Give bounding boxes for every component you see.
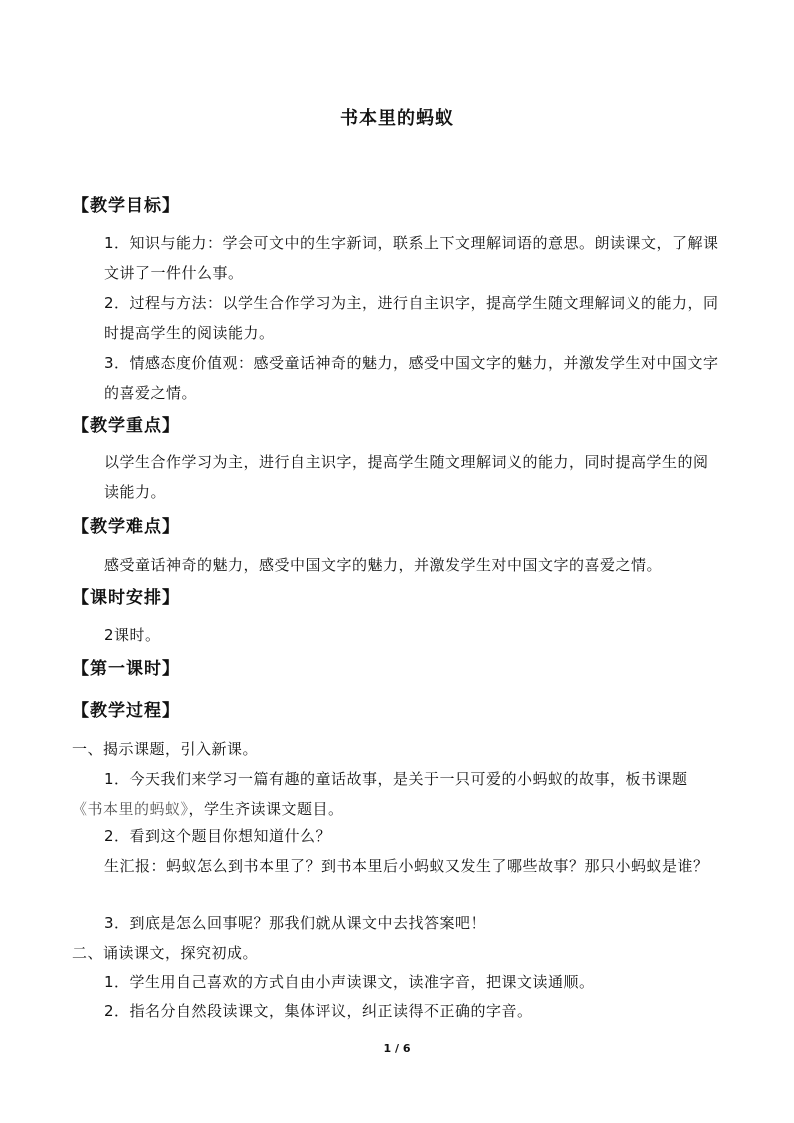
process-item-2: 2．看到这个题目你想知道什么？ [104,827,332,845]
process-student-report [72,851,722,881]
key-points-text: 以学生合作学习为主，进行自主识字，提高学生随文理解词义的能力，同时提高学生的阅读能力。 [104,453,709,501]
process-part2-heading: 二、诵读课文，探究初成。 [72,944,259,962]
objective-1 [72,228,722,288]
process-part1-heading: 一、揭示课题，引入新课。 [72,740,259,758]
difficulties-text: 感受童话神奇的魅力，感受中国文字的魅力，并激发学生对中国文字的喜爱之情。 [104,556,663,574]
section-heading-schedule: 【课时安排】 [72,588,180,608]
process-item-1-line1: 1．今天我们来学习一篇有趣的童话故事，是关于一只可爱的小蚂蚁的故事，板书课题 [104,770,688,788]
objective-3-text: 3．情感态度价值观：感受童话神奇的魅力，感受中国文字的魅力，并激发学生对中国文字的喜爱之情。 [104,354,719,402]
section-heading-key-points: 【教学重点】 [72,416,180,436]
section-heading-difficulties: 【教学难点】 [72,517,180,537]
section-heading-first-lesson: 【第一课时】 [72,659,180,679]
page-title: 书本里的蚂蚁 [340,108,454,129]
page-number: 1 / 6 [383,1042,411,1055]
process-item-5: 2．指名分自然段读课文，集体评议，纠正读得不正确的字音。 [104,1002,533,1020]
process-item-1-rest: ，学生齐读课文题目。 [188,800,344,818]
schedule-text: 2课时。 [104,626,161,644]
objective-1-text: 1．知识与能力：学会可文中的生字新词，联系上下文理解词语的意思。朗读课文，了解课文讲了一件什么事。 [104,234,719,282]
book-title: 《书本里的蚂蚁》 [72,800,189,818]
objective-2 [72,288,722,348]
section-heading-objectives: 【教学目标】 [72,196,180,216]
objective-3 [72,348,722,408]
process-item-1-line2 [72,798,344,819]
section-heading-process: 【教学过程】 [72,701,180,721]
process-item-4: 1．学生用自己喜欢的方式自由小声读课文，读准字音，把课文读通顺。 [104,973,595,991]
student-report-text: 生汇报：蚂蚁怎么到书本里了？到书本里后小蚂蚁又发生了哪些故事？那只小蚂蚁是谁？ [104,857,709,875]
objective-2-text: 2．过程与方法：以学生合作学习为主，进行自主识字，提高学生随文理解词义的能力，同时提高学生的阅读能力。 [104,294,719,342]
process-item-3: 3．到底是怎么回事呢？那我们就从课文中去找答案吧！ [104,914,487,932]
key-points [72,447,722,507]
